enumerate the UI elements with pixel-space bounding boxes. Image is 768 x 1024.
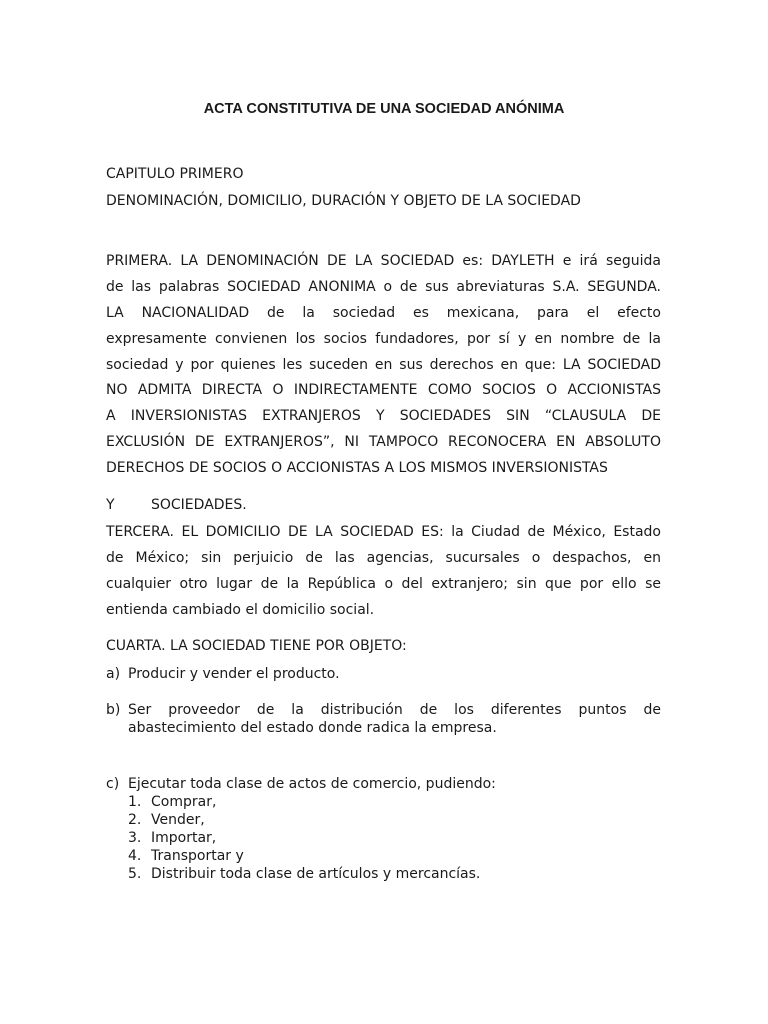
- paragraph-line: TERCERA. EL DOMICILIO DE LA SOCIEDAD ES: la Ciudad de México, Estado: [106, 524, 661, 540]
- numbered-item-text: Comprar,: [151, 794, 217, 810]
- paragraph-line: A INVERSIONISTAS EXTRANJEROS Y SOCIEDADES SIN “CLAUSULA DE: [106, 408, 661, 424]
- paragraph-line: de México; sin perjuicio de las agencias, sucursales o despachos, en: [106, 550, 661, 566]
- paragraph-line: EXCLUSIÓN DE EXTRANJEROS”, NI TAMPOCO RECONOCERA EN ABSOLUTO: [106, 434, 661, 450]
- paragraph-word: Y: [106, 497, 115, 513]
- paragraph-word: SOCIEDADES.: [151, 497, 247, 513]
- numbered-item-text: Transportar y: [151, 848, 244, 864]
- list-marker: a): [106, 666, 121, 682]
- paragraph-line: expresamente convienen los socios fundadores, por sí y en nombre de la: [106, 331, 661, 347]
- paragraph-line: de las palabras SOCIEDAD ANONIMA o de sus abreviaturas S.A. SEGUNDA.: [106, 279, 661, 295]
- numbered-marker: 3.: [128, 830, 142, 846]
- list-item-text: Producir y vender el producto.: [128, 666, 340, 682]
- chapter-heading: CAPITULO PRIMERO: [106, 166, 244, 182]
- list-marker: c): [106, 776, 120, 792]
- clause-heading: CUARTA. LA SOCIEDAD TIENE POR OBJETO:: [106, 638, 407, 654]
- numbered-item-text: Distribuir toda clase de artículos y mercancías.: [151, 866, 481, 882]
- numbered-marker: 4.: [128, 848, 142, 864]
- paragraph-line: LA NACIONALIDAD de la sociedad es mexicana, para el efecto: [106, 305, 661, 321]
- numbered-marker: 2.: [128, 812, 142, 828]
- numbered-marker: 5.: [128, 866, 142, 882]
- list-item-text: Ejecutar toda clase de actos de comercio, pudiendo:: [128, 776, 496, 792]
- paragraph-line: PRIMERA. LA DENOMINACIÓN DE LA SOCIEDAD es: DAYLETH e irá seguida: [106, 253, 661, 269]
- paragraph-line: NO ADMITA DIRECTA O INDIRECTAMENTE COMO SOCIOS O ACCIONISTAS: [106, 382, 661, 398]
- chapter-subtitle: DENOMINACIÓN, DOMICILIO, DURACIÓN Y OBJETO DE LA SOCIEDAD: [106, 193, 581, 209]
- list-marker: b): [106, 702, 121, 718]
- numbered-marker: 1.: [128, 794, 142, 810]
- list-item-text: Ser proveedor de la distribución de los diferentes puntos de: [128, 702, 661, 718]
- numbered-item-text: Importar,: [151, 830, 217, 846]
- list-item-text: abastecimiento del estado donde radica la empresa.: [128, 720, 497, 736]
- numbered-item-text: Vender,: [151, 812, 205, 828]
- paragraph-line: entienda cambiado el domicilio social.: [106, 602, 375, 618]
- document-title: ACTA CONSTITUTIVA DE UNA SOCIEDAD ANÓNIMA: [203, 101, 565, 117]
- paragraph-line: sociedad y por quienes les suceden en sus derechos en que: LA SOCIEDAD: [106, 357, 661, 373]
- paragraph-line: DERECHOS DE SOCIOS O ACCIONISTAS A LOS MISMOS INVERSIONISTAS: [106, 460, 608, 476]
- paragraph-line: cualquier otro lugar de la República o del extranjero; sin que por ello se: [106, 576, 661, 592]
